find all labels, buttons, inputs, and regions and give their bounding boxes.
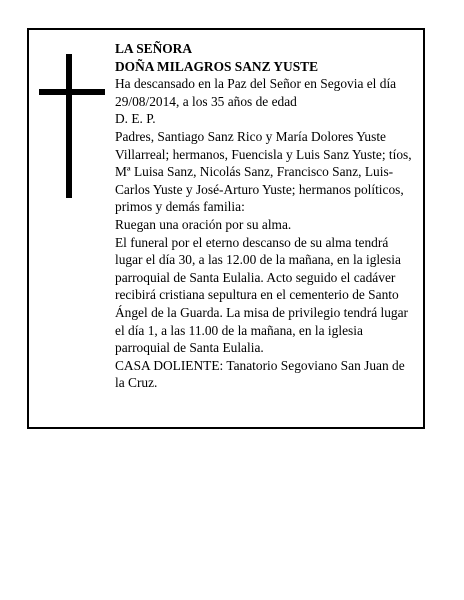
notice-title: LA SEÑORA [115,41,193,56]
dep-line: D. E. P. [115,111,156,127]
prayer-request: Ruegan una oración por su alma. [115,216,292,232]
funeral-details: El funeral por el eterno descanso de su alma tendrá lugar el día 30, a las 12.00 de la mañana, en la iglesia parroquial de Santa Eulalia. Acto seguido el cadáver recibirá cristiana sepultura en el cementerio de Santo Ángel de la Guarda. La misa de privilegio tendrá lugar el día 1, a las 11.00 de la mañana, en la iglesia parroquial de Santa Eulalia. [115,234,408,356]
obituary-text [115,40,415,392]
family-list: Padres, Santiago Sanz Rico y María Dolores Yuste Villarreal; hermanos, Fuencisla y Luis Sanz Yuste; tíos, Mª Luisa Sanz, Nicolás Sanz, Francisco Sanz, Luis-Carlos Yuste y José-Arturo Yuste; hermanos políticos, primos y demás familia: [115,128,412,215]
death-statement: Ha descansado en la Paz del Señor en Segovia el día 29/08/2014, a los 35 años de edad [115,76,397,109]
mourning-house: CASA DOLIENTE: Tanatorio Segoviano San Juan de la Cruz. [115,357,405,391]
obituary-notice [27,28,425,429]
cross-icon [39,54,105,198]
deceased-name: DOÑA MILAGROS SANZ YUSTE [115,58,319,74]
cross-horizontal-bar [39,89,105,95]
cross-vertical-bar [66,54,72,198]
